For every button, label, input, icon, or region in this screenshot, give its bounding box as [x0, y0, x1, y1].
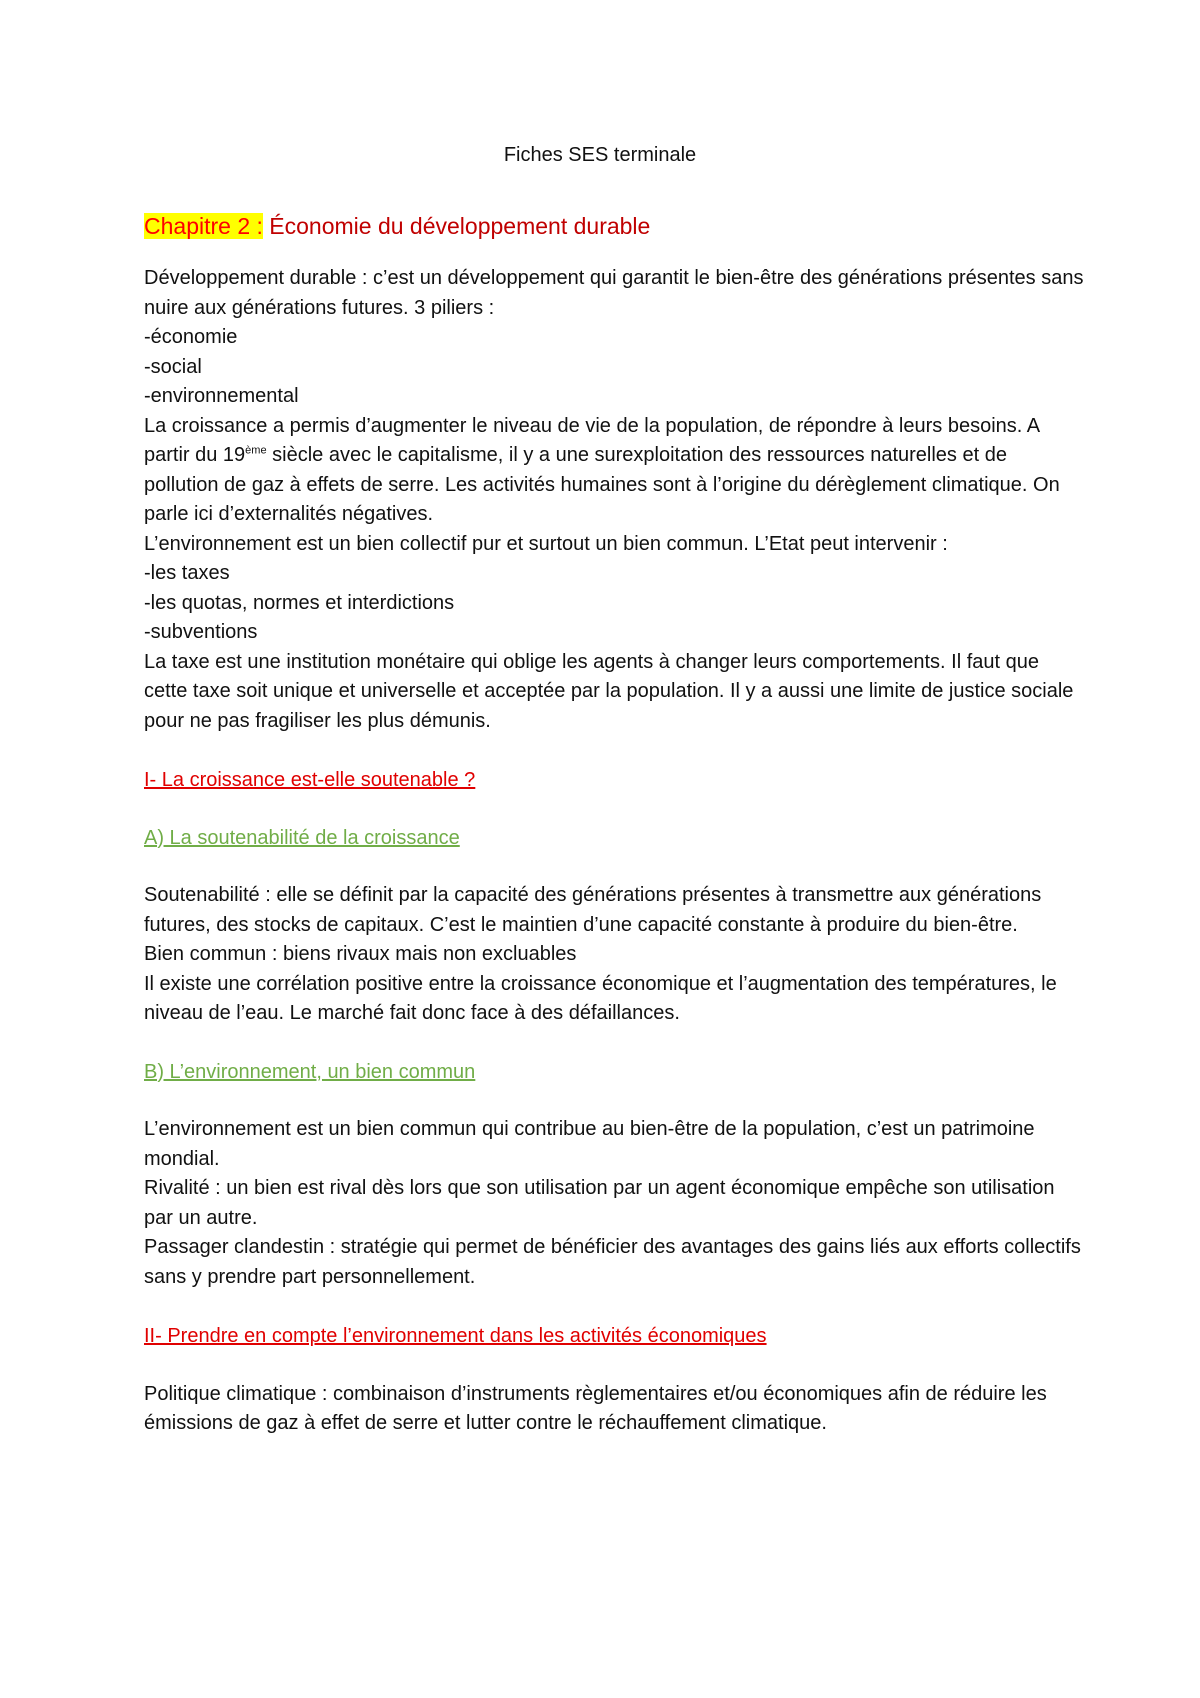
- subsection-a-body: [144, 881, 1084, 1029]
- subsection-b-body: [144, 1115, 1084, 1292]
- list-item: -les quotas, normes et interdictions: [144, 591, 455, 614]
- subsection-heading-b: B) L’environnement, un bien commun: [144, 1060, 476, 1083]
- subsection-heading-a: A) La soutenabilité de la croissance: [144, 826, 460, 849]
- definition-passager-clandestin: Passager clandestin : stratégie qui permet de bénéficier des avantages des gains liés aux efforts collectifs sans y prendre part personnellement.: [144, 1236, 1081, 1288]
- definition-developpement-durable: Développement durable : c’est un développement qui garantit le bien-être des générations présentes sans nuire aux générations futures. 3 piliers :: [144, 267, 1084, 319]
- list-item: -les taxes: [144, 562, 230, 584]
- chapter-label: Chapitre 2 :: [144, 213, 263, 239]
- chapter-title: Économie du développement durable: [262, 213, 651, 239]
- definition-politique-climatique: Politique climatique : combinaison d’instruments règlementaires et/ou économiques afin de réduire les émissions de gaz à effet de serre et lutter contre le réchauffement climatique.: [144, 1382, 1047, 1434]
- list-item: -économie: [144, 326, 238, 348]
- chapter-heading: [144, 210, 1084, 242]
- section-2-body: [144, 1380, 1084, 1439]
- definition-soutenabilite: Soutenabilité : elle se définit par la capacité des générations présentes à transmettre aux générations futures, des stocks de capitaux. C’est le maintien d’une capacité constante à produire du bien-être.: [144, 884, 1042, 936]
- paragraph-croissance-part1: La croissance a permis d’augmenter le niveau de vie de la population, de répondre à leurs besoins. A partir du 19: [144, 414, 1040, 466]
- paragraph-bien-commun: L’environnement est un bien commun qui contribue au bien-être de la population, c’est un patrimoine mondial.: [144, 1118, 1035, 1170]
- list-item: -environnemental: [144, 385, 299, 407]
- paragraph-croissance: [144, 412, 1084, 530]
- list-item: -subventions: [144, 621, 258, 643]
- paragraph-croissance-part2: siècle avec le capitalisme, il y a une surexploitation des ressources naturelles et de pollution de gaz à effets de serre. Les activités humaines sont à l’origine du dérèglement climatique. On parle ici d’externalités négatives.: [144, 444, 1060, 525]
- document-body: [144, 210, 1084, 1439]
- list-item: -social: [144, 355, 202, 378]
- superscript-eme: ème: [245, 444, 267, 457]
- paragraph-correlation: Il existe une corrélation positive entre la croissance économique et l’augmentation des températures, le niveau de l’eau. Le marché fait donc face à des défaillances.: [144, 972, 1057, 1024]
- section-heading-1: I- La croissance est-elle soutenable ?: [144, 769, 476, 791]
- definition-rivalite: Rivalité : un bien est rival dès lors que son utilisation par un agent économique empêche son utilisation par un autre.: [144, 1177, 1055, 1229]
- definition-bien-commun: Bien commun : biens rivaux mais non excluables: [144, 943, 577, 965]
- intro-block: [144, 264, 1084, 736]
- section-heading-2: II- Prendre en compte l’environnement dans les activités économiques: [144, 1325, 767, 1347]
- document-title: Fiches SES terminale: [503, 144, 697, 166]
- paragraph-taxe: La taxe est une institution monétaire qui oblige les agents à changer leurs comportements. Il faut que cette taxe soit unique et universelle et acceptée par la population. Il y a aussi une limite de justice sociale pour ne pas fragiliser les plus démunis.: [144, 650, 1074, 732]
- paragraph-environnement: L’environnement est un bien collectif pur et surtout un bien commun. L’Etat peut intervenir :: [144, 532, 948, 555]
